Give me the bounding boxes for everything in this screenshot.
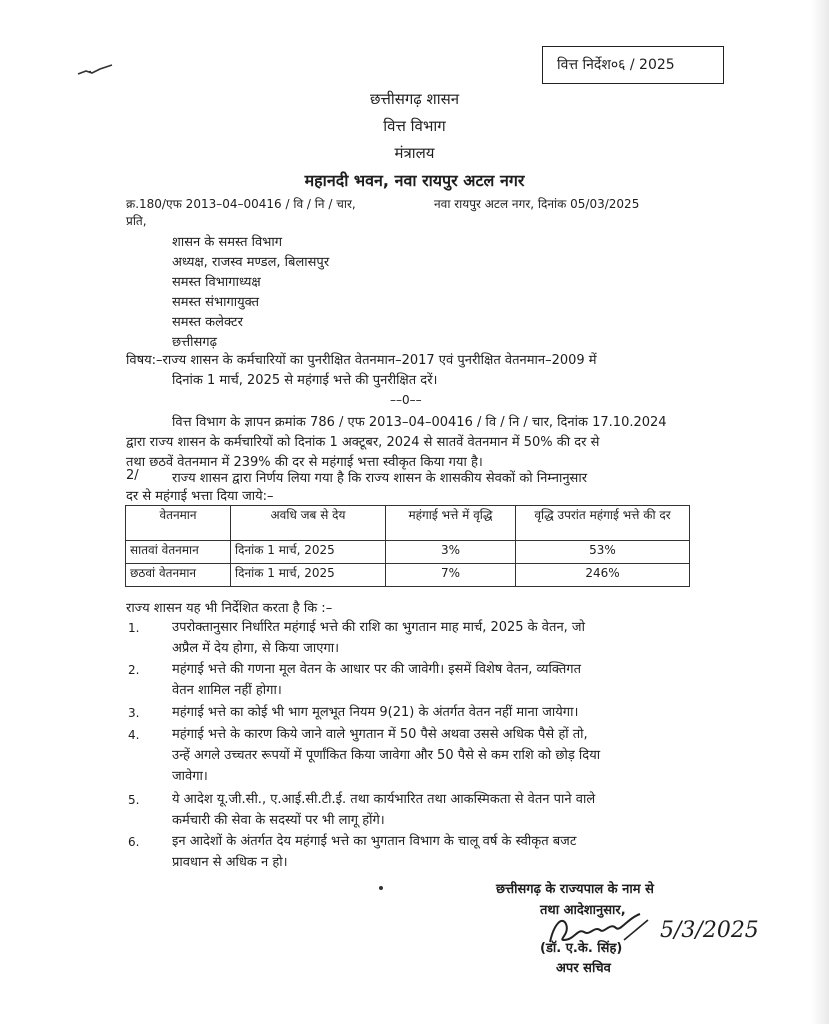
- table-header-cell: अवधि जब से देय: [231, 506, 386, 541]
- signature-authority-line-1: छत्तीसगढ़ के राज्यपाल के नाम से: [496, 882, 654, 897]
- recipient-item: समस्त कलेक्टर: [172, 315, 243, 330]
- directions-intro: राज्य शासन यह भी निर्देशित करता है कि :–: [126, 601, 333, 616]
- direction-line: जावेगा।: [172, 769, 208, 784]
- table-cell: सातवां वेतनमान: [126, 541, 231, 564]
- subject-line-1: विषय:–राज्य शासन के कर्मचारियों का पुनरीक्षित वेतनमान–2017 एवं पुनरीक्षित वेतनमान–2009 में: [126, 353, 597, 368]
- signatory-designation: अपर सचिव: [556, 961, 611, 976]
- direction-number: 3.: [128, 706, 140, 720]
- subject-line-2: दिनांक 1 मार्च, 2025 से महंगाई भत्ते की पुनरीक्षित दरें।: [172, 373, 438, 388]
- table-cell: 7%: [386, 564, 516, 587]
- recipient-item: समस्त विभागाध्यक्ष: [172, 275, 261, 290]
- direction-number: 1.: [128, 621, 140, 635]
- direction-line: महंगाई भत्ते की गणना मूल वेतन के आधार पर की जावेगी। इसमें विशेष वेतन, व्यक्तिगत: [172, 662, 582, 677]
- direction-line: उन्हें अगले उच्चतर रूपयों में पूर्णांकित किया जावेगा और 50 पैसे से कम राशि को छोड़ दिया: [172, 748, 601, 763]
- table-row: [126, 541, 690, 564]
- table-cell: 3%: [386, 541, 516, 564]
- direction-line: महंगाई भत्ते के कारण किये जाने वाले भुगतान में 50 पैसे अथवा उससे अधिक पैसे हों तो,: [172, 727, 588, 742]
- recipient-item: अध्यक्ष, राजस्व मण्डल, बिलासपुर: [172, 255, 330, 270]
- direction-number: 5.: [128, 793, 140, 807]
- direction-line: प्रावधान से अधिक न हो।: [172, 855, 288, 870]
- direction-number: 4.: [128, 728, 140, 742]
- table-header-row: [126, 506, 690, 541]
- direction-line: अप्रैल में देय होगा, से किया जाएगा।: [172, 641, 340, 656]
- direction-line: ये आदेश यू.जी.सी., ए.आई.सी.टी.ई. तथा कार्यभारित तथा आकस्मिकता से वेतन पाने वाले: [172, 792, 596, 807]
- handwritten-date: 5/3/2025: [660, 918, 759, 943]
- para2-line-1: राज्य शासन द्वारा निर्णय लिया गया है कि राज्य शासन के शासकीय सेवकों को निम्नानुसार: [172, 471, 588, 486]
- header-department: वित्त विभाग: [383, 117, 446, 135]
- direction-line: महंगाई भत्ते का कोई भी भाग मूलभूत नियम 9(21) के अंतर्गत वेतन नहीं माना जायेगा।: [172, 705, 579, 720]
- reference-box: वित्त निर्देश०६ / 2025: [542, 46, 724, 84]
- memo-number: क्र.180/एफ 2013–04–00416 / वि / नि / चार,: [126, 197, 356, 211]
- para2-line-2: दर से महंगाई भत्ता दिया जाये:–: [126, 489, 274, 504]
- signature-authority-line-2: तथा आदेशानुसार,: [540, 903, 626, 918]
- separator: ––0––: [390, 393, 422, 407]
- recipient-item: शासन के समस्त विभाग: [172, 235, 283, 250]
- ink-dot: [379, 886, 383, 890]
- signatory-name: (डॉ. ए.के. सिंह): [540, 941, 623, 956]
- table-header-cell: वृद्धि उपरांत महंगाई भत्ते की दर: [516, 506, 690, 541]
- table-cell: छठवां वेतनमान: [126, 564, 231, 587]
- para1-line-1: वित्त विभाग के ज्ञापन क्रमांक 786 / एफ 2013–04–00416 / वि / नि / चार, दिनांक 17.10.2024: [172, 415, 667, 430]
- direction-line: उपरोक्तानुसार निर्धारित महंगाई भत्ते की राशि का भुगतान माह मार्च, 2025 के वेतन, जो: [172, 620, 585, 635]
- table-cell: दिनांक 1 मार्च, 2025: [231, 564, 386, 587]
- para1-line-2: द्वारा राज्य शासन के कर्मचारियों को दिनांक 1 अक्टूबर, 2024 से सातवें वेतनमान में 50% की दर से: [126, 435, 600, 450]
- direction-number: 6.: [128, 835, 140, 849]
- table-cell: 246%: [516, 564, 690, 587]
- header-state: छत्तीसगढ़ शासन: [369, 90, 460, 108]
- para2-number: 2/: [126, 468, 139, 483]
- header-ministry: मंत्रालय: [394, 144, 435, 162]
- recipient-item: छत्तीसगढ़: [172, 335, 217, 350]
- memo-place-date: नवा रायपुर अटल नगर, दिनांक 05/03/2025: [434, 197, 640, 211]
- memo-prati: प्रति,: [126, 214, 147, 228]
- dearness-allowance-table: [125, 505, 690, 587]
- table-cell: दिनांक 1 मार्च, 2025: [231, 541, 386, 564]
- table-header-cell: वेतनमान: [126, 506, 231, 541]
- header-address: महानदी भवन, नवा रायपुर अटल नगर: [304, 171, 525, 190]
- direction-line: वेतन शामिल नहीं होगा।: [172, 683, 282, 698]
- recipient-item: समस्त संभागायुक्त: [172, 295, 260, 310]
- direction-line: इन आदेशों के अंतर्गत देय महंगाई भत्ते का भुगतान विभाग के चालू वर्ष के स्वीकृत बजट: [172, 834, 577, 849]
- table-cell: 53%: [516, 541, 690, 564]
- direction-number: 2.: [128, 663, 140, 677]
- direction-line: कर्मचारी की सेवा के सदस्यों पर भी लागू होंगे।: [172, 813, 385, 828]
- pen-mark-icon: [76, 62, 116, 78]
- table-row: [126, 564, 690, 587]
- table-header-cell: महंगाई भत्ते में वृद्धि: [386, 506, 516, 541]
- para1-line-3: तथा छठवें वेतनमान में 239% की दर से महंगाई भत्ता स्वीकृत किया गया है।: [126, 455, 483, 470]
